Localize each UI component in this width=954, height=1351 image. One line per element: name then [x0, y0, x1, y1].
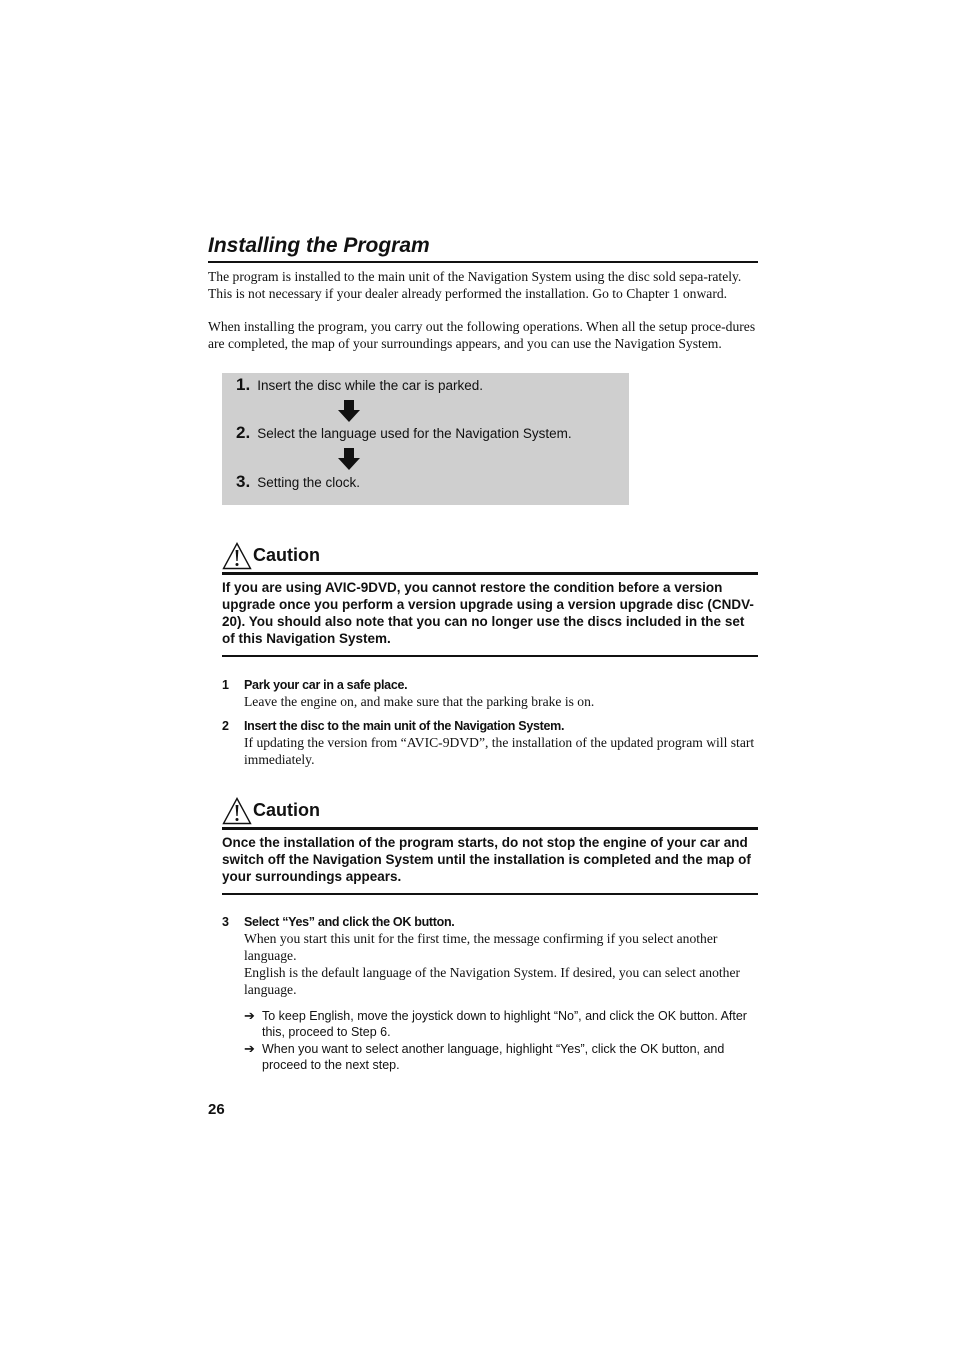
step-body: If updating the version from “AVIC-9DVD”, the installation of the updated program will start immediately. [244, 735, 755, 767]
flow-step-text: Setting the clock. [257, 475, 360, 490]
step-title: Park your car in a safe place. [244, 678, 408, 692]
caution-heading [222, 797, 758, 830]
intro-paragraph: The program is installed to the main unit of the Navigation System using the disc sold sepa-rately. This is not necessary if your dealer already performed the installation. Go to Chapter 1 onward. [208, 269, 742, 301]
step-body-paragraph: When you start this unit for the first time, the message confirming if you select another language. [244, 931, 718, 963]
warning-triangle-icon [222, 542, 252, 570]
caution-text: Once the installation of the program starts, do not stop the engine of your car and switch off the Navigation System until the installation is completed and the map of your surroundings appears. [222, 834, 758, 895]
flow-step-number: 3. [236, 472, 251, 491]
flow-step [236, 423, 572, 443]
caution-title: Caution [253, 800, 320, 820]
caution-heading [222, 542, 758, 575]
note-text: To keep English, move the joystick down to highlight “No”, and click the OK button. After this, proceed to Step 6. [262, 1009, 747, 1039]
page-title: Installing the Program [208, 231, 758, 263]
flow-step [236, 472, 360, 492]
flow-step [236, 375, 483, 395]
arrow-bullet-icon: ➔ [244, 1008, 255, 1023]
down-arrow-icon [338, 448, 360, 470]
warning-triangle-icon [222, 797, 252, 825]
page-number: 26 [208, 1101, 225, 1118]
step-body: Leave the engine on, and make sure that the parking brake is on. [244, 694, 595, 709]
flow-step-number: 1. [236, 375, 251, 394]
note-text: When you want to select another language, highlight “Yes”, click the OK button, and proceed to the next step. [262, 1042, 725, 1072]
step-number: 2 [222, 719, 229, 733]
arrow-bullet-icon: ➔ [244, 1041, 255, 1056]
flow-step-number: 2. [236, 423, 251, 442]
intro-paragraph: When installing the program, you carry out the following operations. When all the setup proce-dures are completed, the map of your surroundings appears, and you can use the Navigation System. [208, 319, 756, 351]
flow-step-text: Insert the disc while the car is parked. [257, 378, 484, 393]
caution-title: Caution [253, 545, 320, 565]
step-body-paragraph: English is the default language of the Navigation System. If desired, you can select another language. [244, 965, 741, 997]
flow-step-text: Select the language used for the Navigation System. [257, 426, 572, 441]
step-body [244, 930, 760, 998]
procedure-flow-box [222, 373, 629, 505]
step-title: Select “Yes” and click the OK button. [244, 915, 455, 929]
caution-text: If you are using AVIC-9DVD, you cannot restore the condition before a version upgrade once you perform a version upgrade using a version upgrade disc (CNDV-20). You should also note that you can no longer use the discs included in the set of this Navigation System. [222, 579, 758, 657]
step-number: 1 [222, 678, 229, 692]
down-arrow-icon [338, 400, 360, 422]
step-title: Insert the disc to the main unit of the Navigation System. [244, 719, 565, 733]
step-number: 3 [222, 915, 229, 929]
